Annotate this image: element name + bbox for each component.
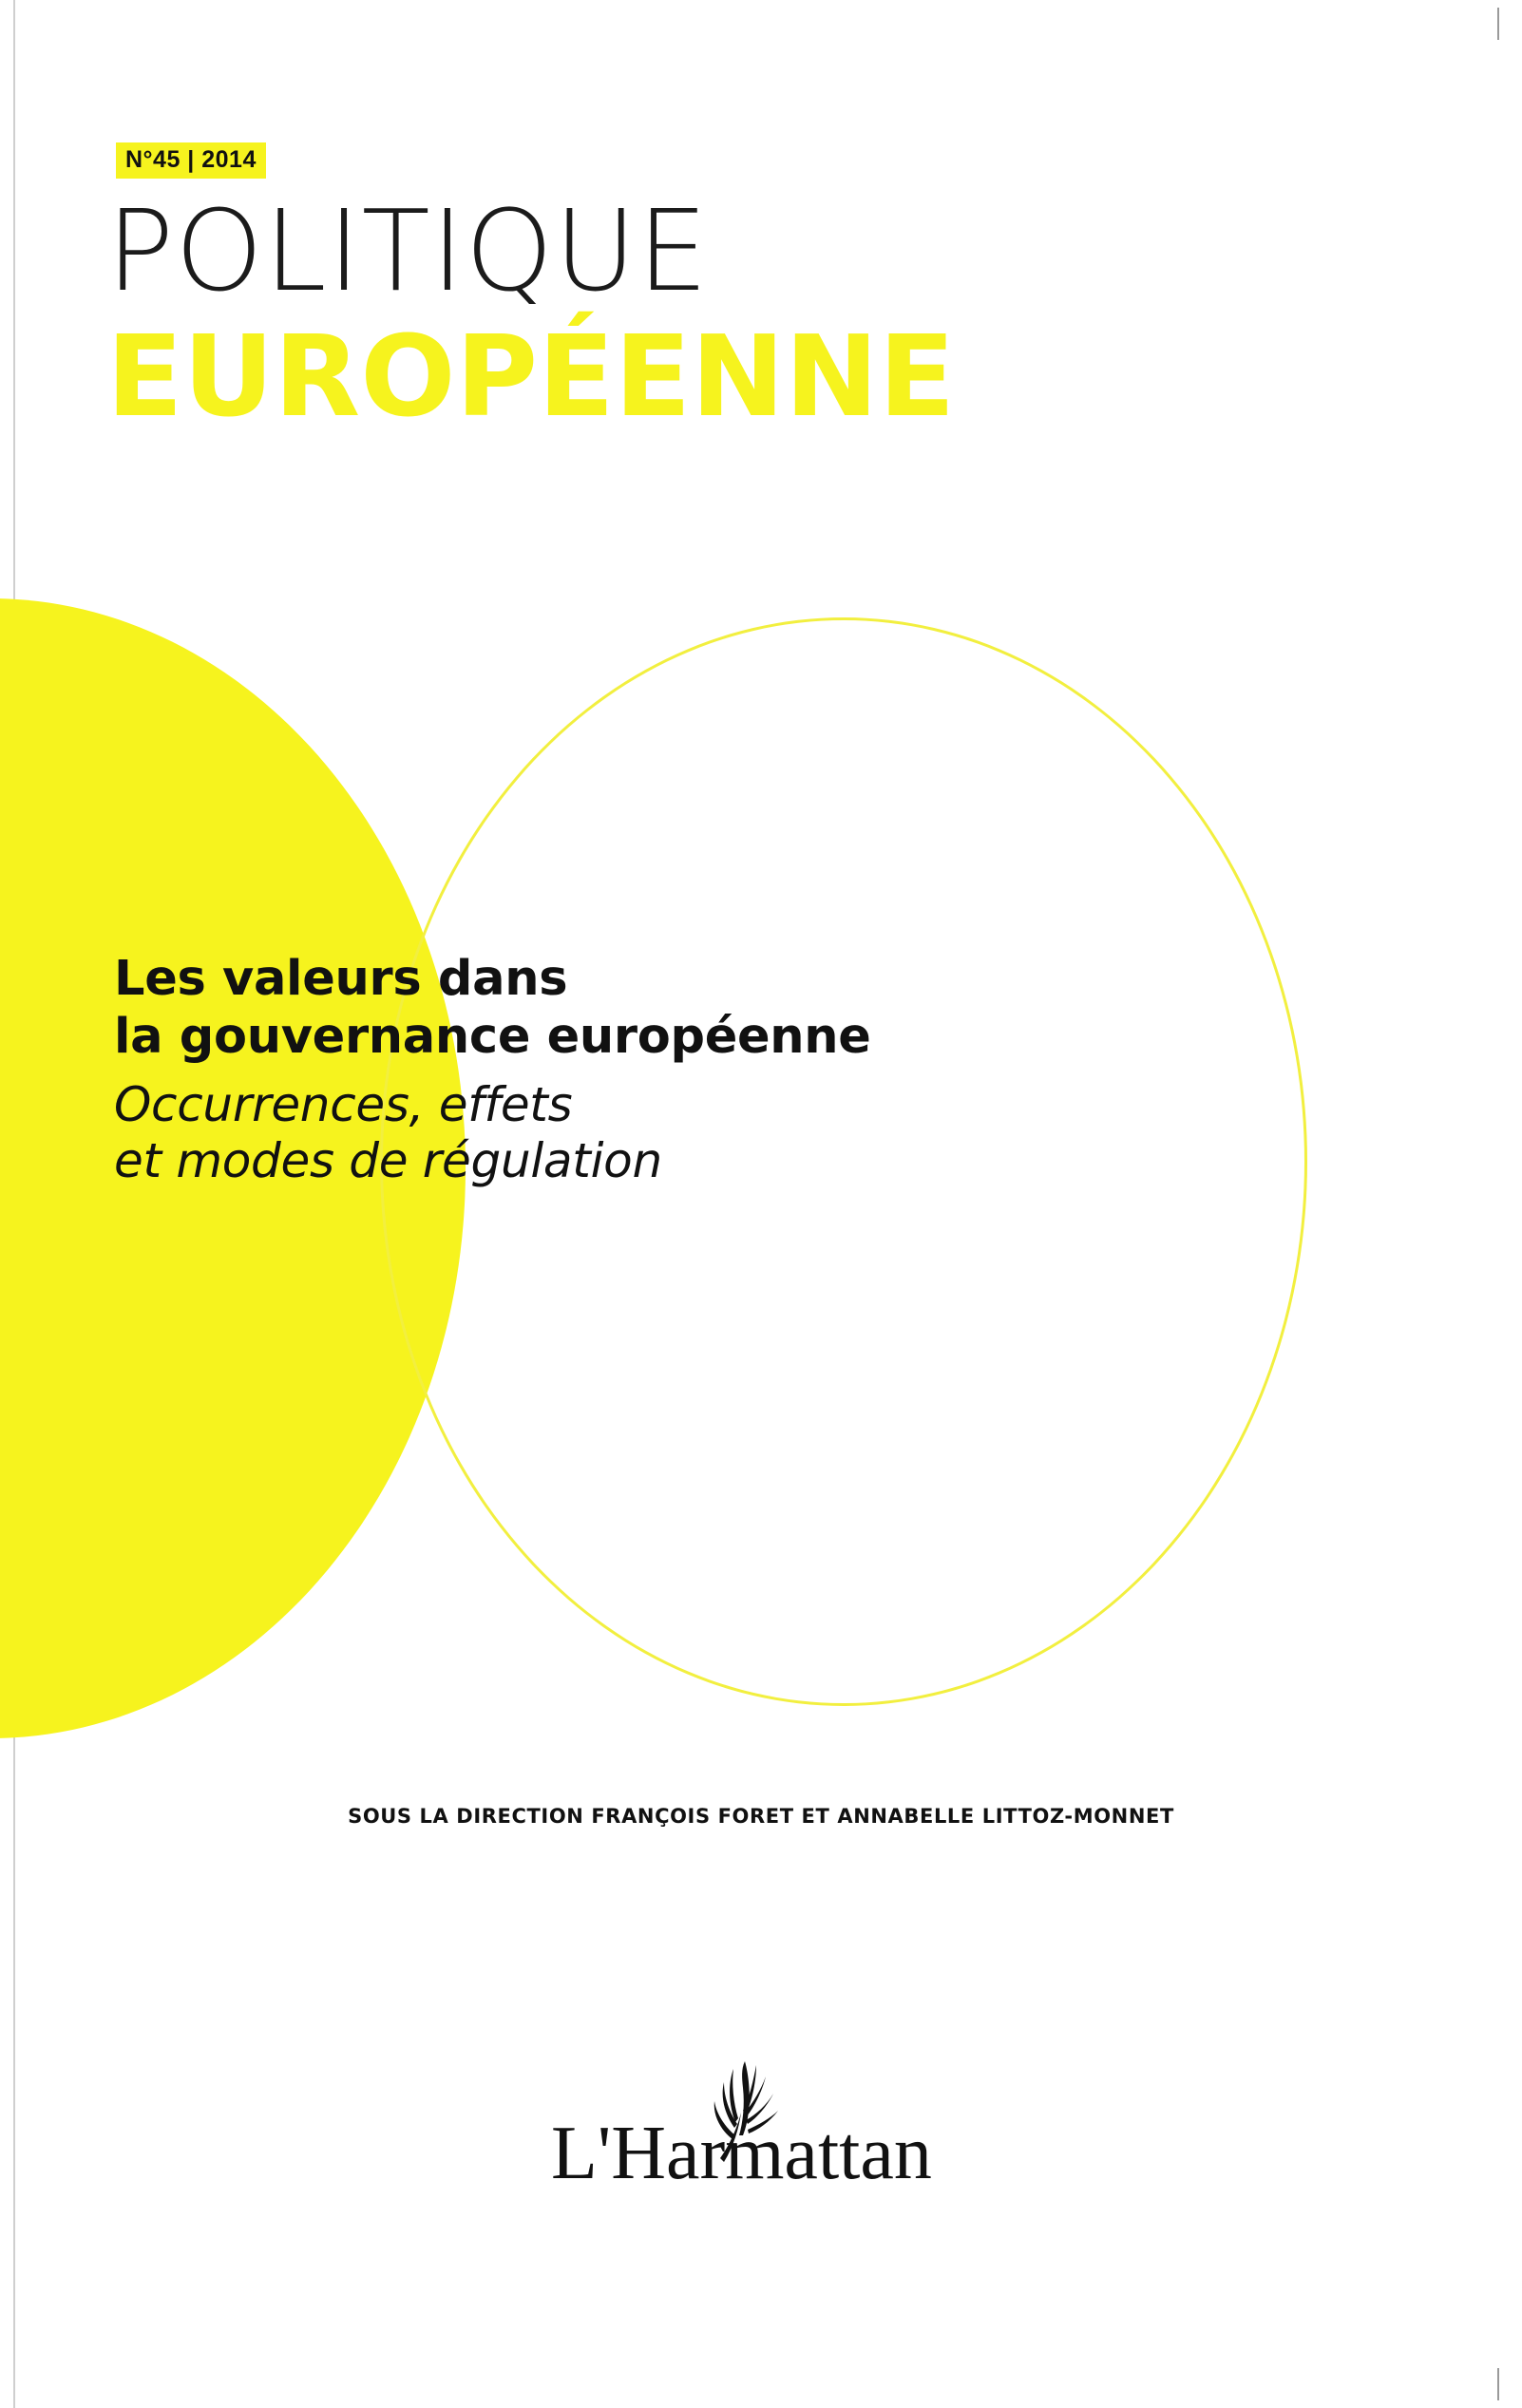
issue-title-main-line1: Les valeurs dans: [114, 951, 568, 1007]
crop-mark-top-icon: [1497, 8, 1499, 40]
masthead-line-politique: POLITIQUE: [106, 185, 710, 316]
publisher-logo: [532, 2052, 969, 2242]
masthead-line-europeenne: EUROPÉENNE: [106, 311, 956, 442]
issue-editors-line: SOUS LA DIRECTION FRANÇOIS FORET ET ANNABELLE LITTOZ-MONNET: [348, 1805, 1174, 1828]
journal-masthead: [106, 185, 1379, 442]
issue-subtitle-line1: Occurrences, effets: [114, 1077, 573, 1133]
issue-subtitle-line2: et modes de régulation: [114, 1133, 662, 1189]
publisher-name: L'Harmattan: [551, 2112, 932, 2195]
issue-number-badge: N°45 | 2014: [116, 142, 266, 179]
crop-mark-bottom-icon: [1497, 2368, 1499, 2400]
publisher-block: [0, 2052, 1522, 2261]
issue-title-main: [114, 950, 1273, 1066]
issue-title-main-line2: la gouvernance européenne: [114, 1009, 871, 1066]
issue-subtitle: [114, 1077, 1273, 1189]
issue-title-block: [114, 950, 1273, 1189]
